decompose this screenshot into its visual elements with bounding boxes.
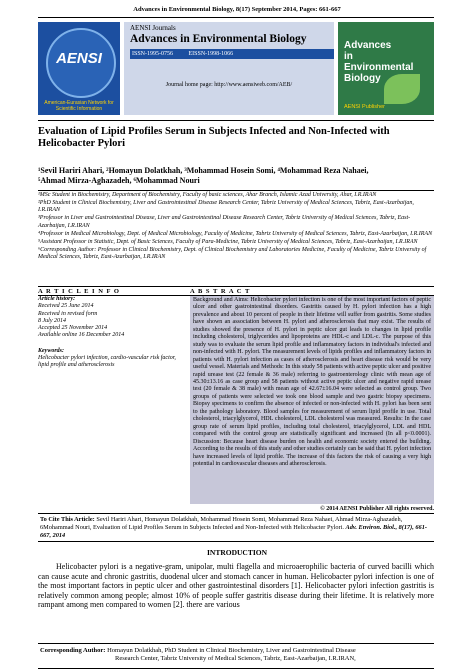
journal-title: Advances in Environmental Biology	[130, 33, 307, 45]
affiliations	[38, 192, 434, 262]
citation: To Cite This Article: Sevil Hariri Ahari, Homayun Dolatkhah, Mohammad Hosein Somi, Mohammad Reza Nahaei, Ahmad Mirza-Aghazadeh, 6Mohammad Nouri, Evaluation of Lipid Profiles Serum in Subjects Infected and Non-Infected with Helicobacter Pylori. Adv. Environ. Biol., 8(17), 661-667, 2014	[40, 516, 427, 539]
affiliation: ⁴Professor in Medical Microbiology, Dept. of Medical Microbiology, Faculty of Medicine, Tabriz University of Medical Sciences, Tabriz, East-Azarbaijan, I.R.IRAN	[38, 230, 433, 237]
affiliation: ⁵Assistant Professor in Statistic, Dept. of Basic Sciences, Faculty of Para-Medicine, Tabriz University of Medical Sciences, Tabriz, East-Azarbaijan, I.R.IRAN	[38, 238, 418, 245]
publisher-small: AENSI Journals	[130, 24, 176, 32]
revised-label: Received in revised form	[38, 310, 98, 317]
revised-date: 8 July 2014	[38, 317, 66, 324]
issn: ISSN-1995-0756	[132, 51, 174, 57]
running-header: Advances in Environmental Biology, 8(17) September 2014, Pages: 661-667	[133, 6, 341, 13]
journal-cover	[338, 22, 434, 115]
affiliation: ³Professor in Liver and Gastrointestinal Disease, Liver and Gastrointestinal Disease Research Center, Tabriz University of Medical Sciences, Tabriz, East-Azarbaijan, I.R.IRAN	[38, 215, 411, 229]
journal-homepage[interactable]: Journal home page: http://www.aensiweb.com/AEB/	[165, 82, 293, 88]
article-info-heading: A R T I C L E I N F O	[38, 288, 120, 295]
cover-publisher: AENSI Publisher	[344, 104, 385, 110]
affiliation: ²PhD Student in Clinical Biochemistry, Liver and Gastrointestinal Disease Research Center, Tabriz University of Medical Sciences, Tabriz, East-Azarbaijan, I.R.IRAN	[38, 200, 414, 214]
article-info	[38, 296, 184, 370]
aensi-logo	[38, 22, 120, 115]
journal-banner	[124, 22, 334, 115]
introduction-text: Helicobacter pylori is a negative-gram, unipolar, multi flagella and microaerophilic bacteria of curved bacilli which can cause acute and chronic gastritis, duodenal ulcer and stomach cancer in human. Helicobacter pylori infection is one of the most important factors in peptic ulcer and other gastrointestinal disorders [1]. Helicobacter pylori infection gastritis is relatively common among people; almost 10% of people suffer gastritis disease during their lifetime. It is relatively more rampant among men compared to women [2]. there are various	[38, 562, 434, 609]
affiliation: ¹MSc Student in Biochemistry, Department of Biochemistry, Faculty of basic sciences, Ahar Branch, Islamic Azad University, Ahar, I.R.IRAN	[38, 192, 377, 198]
accepted-date: Accepted 25 November 2014	[38, 325, 108, 332]
online-date: Available online 16 December 2014	[38, 332, 125, 339]
copyright: © 2014 AENSI Publisher All rights reserved.	[320, 506, 434, 512]
affiliation: ⁶Corresponding Author: Professor in Clinical Biochemistry, Dept. of Clinical Biochemistry and Laboratories Medicine, Faculty of Medicine, Tabriz University of Medical Sciences, Tabriz, East-Azarbaijan, I.R.IRAN	[38, 246, 427, 261]
keywords: Helicobacter pylori infection, cardio-vascular risk factor, lipid profile and atherosclerosis	[38, 355, 176, 369]
leaf-icon	[384, 74, 420, 104]
citation-box	[38, 513, 434, 542]
abstract-box	[190, 296, 434, 504]
logo-arc-text: American-Eurasian Network for Scientific Information	[44, 100, 114, 112]
keywords-label: Keywords:	[38, 347, 64, 354]
header-rule-bottom	[38, 120, 434, 121]
section-rule	[38, 286, 434, 287]
eissn: EISSN-1998-1066	[188, 51, 234, 57]
corresponding-author-box	[38, 643, 434, 669]
abstract-text: Background and Aims: Helicobacter pylori infection is one of the most important factors of peptic ulcer and other gastrointestinal disorders. Gastritis caused by H. pylori infection has a high prevalence and about 10 percent of people in their lifetime will suffer from gastritis. Some studies have shown an association between H. pylori and atherosclerosis that may exist. The results of studies showed the presence of H. pylori in peptic ulcer gut leads to changes in lipid profile including cholesterol, triglycerides and lipoproteins are HDL-c and LDL-c. The purpose of this study was to evaluate the serum lipid profile and inflammatory factors in individual's infected and non-infected with H. pylori. The measurement levels of lipids profiles and inflammatory factors in patients with H. pylori infection as cases of atherosclerosis and heart disease risk would be very useful vessel. Materials and Methods: In this study 58 patients with active peptic ulcer and positive rapid urease test (22 female & 36 male) referring to gastroenterology clinic with mean age of 45.30±13.16 as case group and 58 patients without active peptic ulcer and negative rapid urease test (20 female & 38 male) with mean age of 42.67±16.04 were selected as control group. Two groups of patients were selected we took one blood sample and two gastric biopsy specimens. Biopsy specimens to confirm the absence of infected or non-infected with H. pylori has been sent to the pathology laboratory. Blood samples for measurement of serum lipid profile in use. Total cholesterol, triacylglycerol, HDL cholesterol, LDL cholesterol was measured. Results: In the case group rate of serum lipid profiles, including total cholesterol, triacylglycerol, LDL and HDL compared with the control group are statistically significant and increased (In all p<0.0001). Discussion: Because heart disease burden on health and economic society entered the building. According to the results of this study and other studies certainly can be said that H. pylori infection have increased levels of lipid profile. The increase of this factors the risk of causing a very high potential in cardiovascular diseases and atherosclerosis.	[193, 297, 431, 467]
issn-strip	[130, 49, 334, 59]
header-rule	[38, 17, 434, 18]
authors-rule	[38, 190, 434, 191]
article-title: Evaluation of Lipid Profiles Serum in Subjects Infected and Non-Infected with Helicobacter Pylori	[38, 126, 390, 149]
logo-text: AENSI	[56, 50, 102, 67]
corresponding-author: Corresponding Author: Homayun Dolatkhah, PhD Student in Clinical Biochemistry, Liver and Gastrointestinal Disease Research Center, Tabriz University of Medical Sciences, Tabriz, East-Azarbaijan, I.R.IRAN,	[40, 647, 356, 662]
author-list: ¹Sevil Hariri Ahari, ²Homayun Dolatkhah, ³Mohammad Hosein Somi, ⁴Mohammad Reza Nahaei, ⁵Ahmad Mirza-Aghazadeh, ⁶Mohammad Nouri	[38, 166, 369, 185]
history-label: Article history:	[38, 296, 76, 302]
introduction-heading: INTRODUCTION	[206, 548, 267, 557]
cover-title: Advances in Environmental Biology	[344, 40, 414, 84]
received-date: Received 25 June 2014	[38, 303, 94, 310]
abstract-heading: A B S T R A C T	[190, 288, 251, 295]
